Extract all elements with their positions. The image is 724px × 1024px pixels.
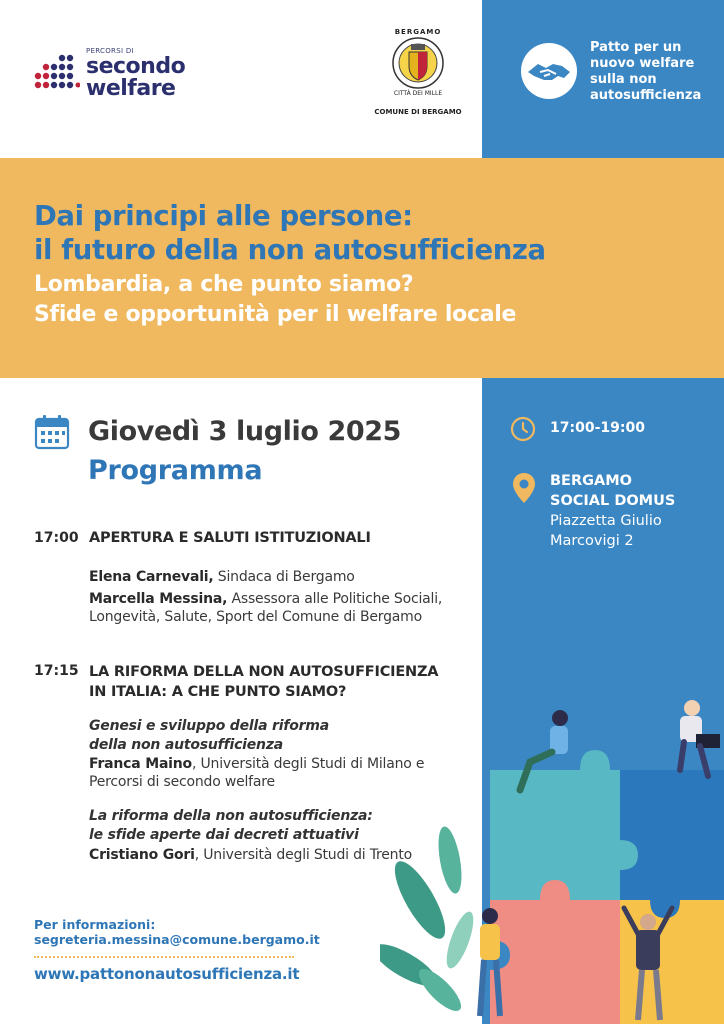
calendar-icon	[34, 414, 70, 450]
patto-line-1: Patto per un	[590, 40, 682, 55]
venue-line-1: BERGAMO	[550, 473, 633, 489]
program-heading: Programma	[88, 455, 263, 486]
session-2-time: 17:15	[34, 663, 79, 679]
main-title-line-1: Dai principi alle persone:	[34, 200, 413, 232]
secondo-welfare-logo	[32, 44, 202, 104]
patto-line-4: autosufficienza	[590, 88, 702, 103]
speaker-maino	[89, 756, 424, 772]
header	[0, 0, 724, 158]
speaker-messina	[89, 591, 442, 607]
address-line-2: Marcovigi 2	[550, 533, 634, 549]
event-date: Giovedì 3 luglio 2025	[88, 416, 402, 447]
bergamo-crest-icon	[391, 36, 445, 90]
speaker-role: , Università degli Studi di Milano e	[191, 756, 425, 772]
title-band	[0, 158, 724, 378]
speaker-name: Marcella Messina,	[89, 591, 228, 607]
speaker-role: Sindaca di Bergamo	[213, 569, 355, 585]
subtitle-line-2: Sfide e opportunità per il welfare locale	[34, 302, 517, 327]
patto-line-2: nuovo welfare	[590, 56, 695, 71]
speaker-gori	[89, 847, 412, 863]
logo-line-1: secondo	[86, 54, 186, 79]
dots-logo-icon	[32, 50, 80, 98]
logo-line-2: welfare	[86, 76, 176, 101]
address-line-1: Piazzetta Giulio	[550, 513, 662, 529]
person-with-laptop	[680, 700, 720, 776]
crest-top-text: BERGAMO	[394, 28, 442, 36]
comune-label: COMUNE DI BERGAMO	[374, 108, 462, 116]
crest-motto-text: CITTÀ DEI MILLE	[393, 90, 443, 97]
location-pin-icon	[512, 472, 536, 504]
handshake-icon	[520, 42, 578, 100]
clock-icon	[510, 416, 536, 442]
speaker-name: Elena Carnevali,	[89, 569, 214, 585]
speaker-messina-role-2: Longevità, Salute, Sport del Comune di Bergamo	[89, 609, 422, 625]
logo-small-text: PERCORSI DI	[86, 47, 134, 55]
event-time: 17:00-19:00	[550, 420, 645, 436]
puzzle-piece-pink	[490, 880, 620, 1024]
patto-title	[590, 40, 720, 104]
speaker-maino-role-2: Percorsi di secondo welfare	[89, 774, 275, 790]
patto-line-3: sulla non	[590, 72, 657, 87]
speaker-name: Cristiano Gori	[89, 847, 195, 863]
venue-line-2: SOCIAL DOMUS	[550, 493, 676, 509]
main-title-line-2: il futuro della non autosufficienza	[34, 234, 546, 266]
puzzle-piece-teal	[490, 750, 638, 900]
session-2-title-2: IN ITALIA: A CHE PUNTO SIAMO?	[89, 684, 347, 700]
speaker-carnevali	[89, 569, 355, 585]
footer-divider	[34, 956, 294, 958]
speaker-role: Assessora alle Politiche Sociali,	[227, 591, 443, 607]
talk-1-title-1: Genesi e sviluppo della riforma	[89, 718, 329, 734]
talk-2-title-2: le sfide aperte dai decreti attuativi	[89, 827, 359, 843]
speaker-role: , Università degli Studi di Trento	[194, 847, 413, 863]
puzzle-piece-yellow	[620, 900, 724, 1024]
info-email-link[interactable]: segreteria.messina@comune.bergamo.it	[34, 932, 320, 947]
session-1-time: 17:00	[34, 530, 79, 546]
website-link[interactable]: www.pattononautosufficienza.it	[34, 965, 300, 983]
puzzle-illustration	[380, 690, 724, 1024]
info-label: Per informazioni:	[34, 917, 156, 932]
session-2-title-1: LA RIFORMA DELLA NON AUTOSUFFICIENZA	[89, 664, 439, 680]
subtitle-line-1: Lombardia, a che punto siamo?	[34, 272, 414, 297]
talk-1-title-2: della non autosufficienza	[89, 737, 284, 753]
speaker-name: Franca Maino	[89, 756, 192, 772]
puzzle-piece-blue	[620, 770, 724, 918]
session-1-title: APERTURA E SALUTI ISTITUZIONALI	[89, 530, 371, 546]
talk-2-title-1: La riforma della non autosufficienza:	[89, 808, 373, 824]
patto-logo-box	[482, 0, 724, 158]
comune-bergamo-logo	[372, 28, 464, 120]
